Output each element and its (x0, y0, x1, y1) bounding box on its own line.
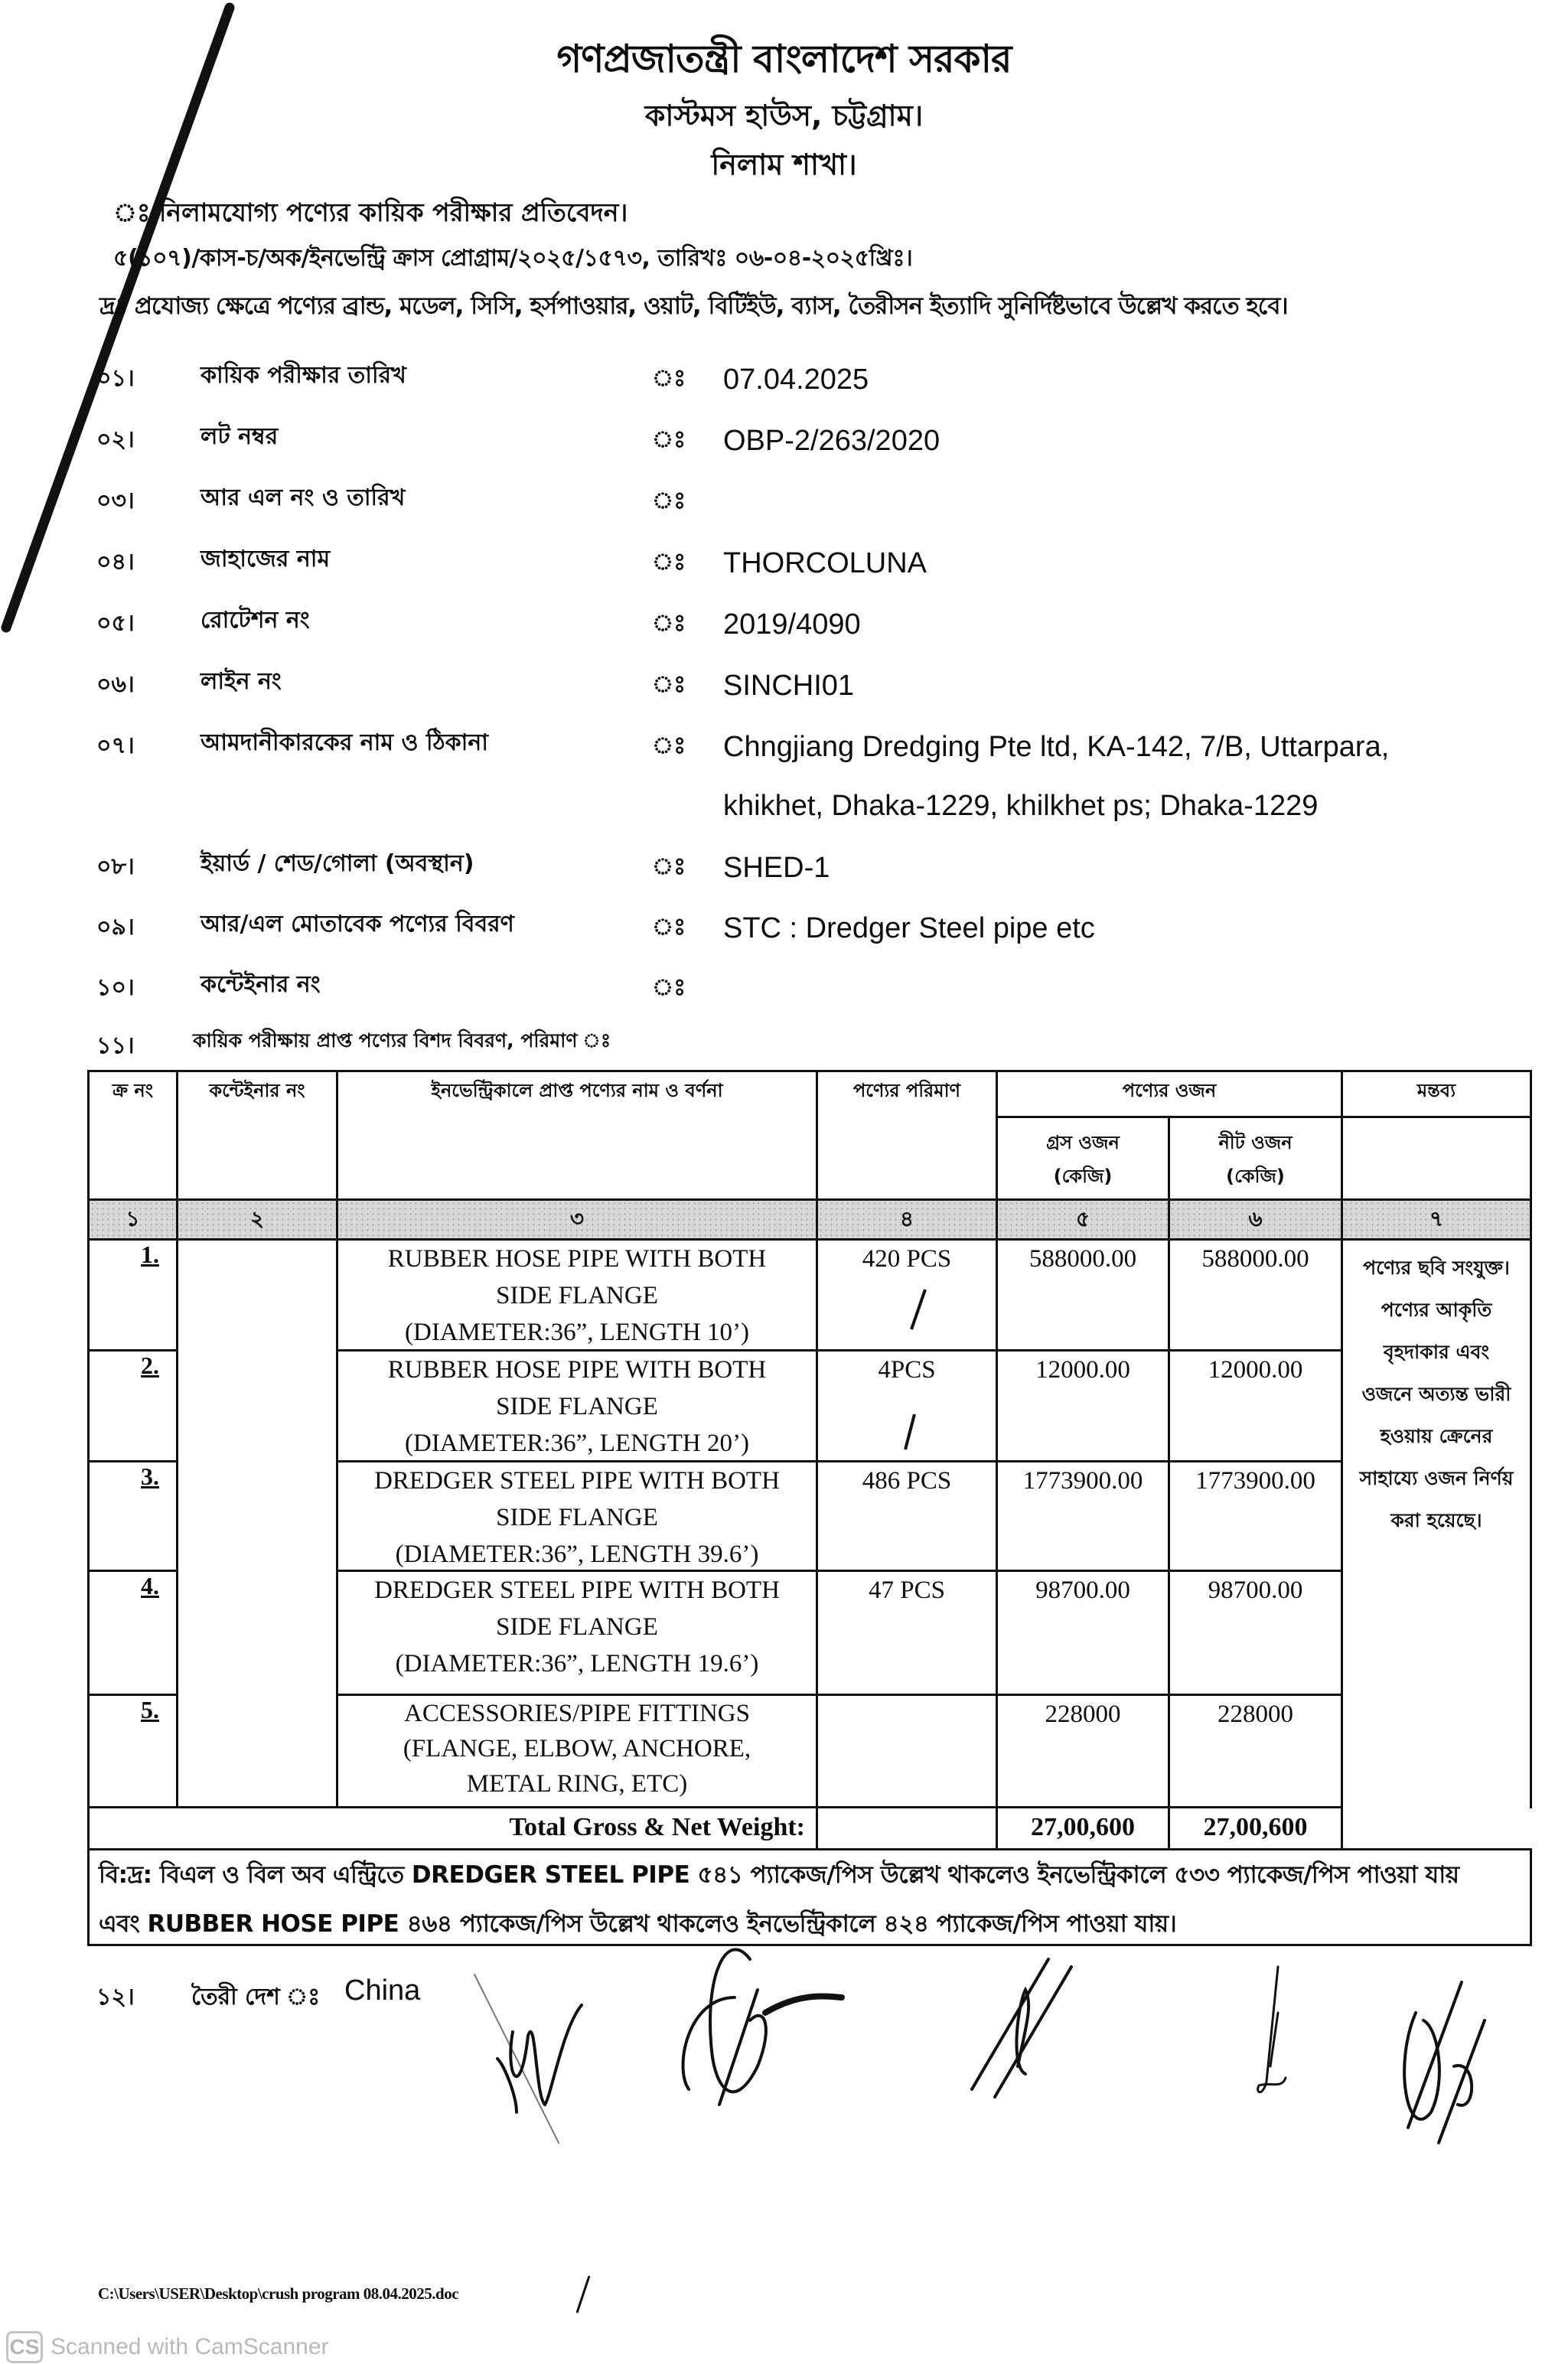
remarks-line: পণ্যের আকৃতি (1381, 1299, 1492, 1321)
field-label: লাইন নং (200, 668, 282, 695)
header-gross-label: গ্রস ওজন (1046, 1132, 1120, 1153)
header-remarks-blank (1341, 1116, 1532, 1201)
row-quantity: 47 PCS (816, 1570, 998, 1696)
signature-4 (1258, 1967, 1286, 2092)
field-label: জাহাজের নাম (200, 546, 331, 572)
tick-mark-icon (902, 1286, 933, 1332)
column-number: ১ (87, 1198, 178, 1241)
row-sl: 1. (87, 1238, 178, 1352)
description-line: (DIAMETER:36”, LENGTH 19.6’) (395, 1650, 759, 1678)
description-line: ACCESSORIES/PIPE FITTINGS (404, 1700, 750, 1727)
signature-3 (972, 1959, 1071, 2097)
header-quantity: পণ্যের পরিমাণ (816, 1070, 998, 1201)
column-number: ২ (176, 1198, 338, 1241)
remarks-line: বৃহদাকার এবং (1383, 1341, 1490, 1363)
description-line: (FLANGE, ELBOW, ANCHORE, (403, 1735, 751, 1762)
row-description (336, 1460, 818, 1572)
camscanner-text: Scanned with CamScanner (51, 2334, 329, 2359)
section-number: ১২। (96, 1984, 135, 2010)
header-description: ইনভেন্ট্রিকালে প্রাপ্ত পণ্যের নাম ও বর্ণনা (336, 1070, 818, 1201)
camscanner-watermark (6, 2331, 329, 2363)
field-colon: ঃ (652, 853, 686, 880)
instruction-note: দ্রঃ প্রযোজ্য ক্ষেত্রে পণ্যের ব্রান্ড, মডেল, সিসি, হর্সপাওয়ার, ওয়াট, বিটিইউ, ব্যাস, তৈরীসন ইত্যাদি সুনির্দিষ্টভাবে উল্লেখ করতে হবে। (99, 292, 1288, 320)
camscanner-logo-icon: CS (6, 2331, 43, 2363)
row-quantity: 486 PCS (816, 1460, 998, 1572)
row-net: 228000 (1168, 1694, 1343, 1808)
total-label: Total Gross & Net Weight: (87, 1806, 818, 1850)
header-remarks: মন্তব্য (1341, 1070, 1532, 1118)
header-gross-unit: (কেজি) (1053, 1166, 1113, 1187)
row-gross: 588000.00 (996, 1238, 1170, 1352)
field-number: ০৬। (96, 671, 135, 698)
total-net: 27,00,600 (1168, 1806, 1343, 1850)
note-line: এবং RUBBER HOSE PIPE ৪৬৪ প্যাকেজ/পিস উল্লেখ থাকলেও ইনভেন্ট্রিকালে ৪২৪ প্যাকেজ/পিস পাওয়া যায়। (99, 1910, 1177, 1938)
field-label: কন্টেইনার নং (200, 971, 321, 998)
description-line: (DIAMETER:36”, LENGTH 20’) (405, 1430, 749, 1457)
field-label: ইয়ার্ড / শেড/গোলা (অবস্থান) (200, 850, 474, 877)
note-line: বি:দ্র: বিএল ও বিল অব এন্ট্রিতে DREDGER STEEL PIPE ৫৪১ প্যাকেজ/পিস উল্লেখ থাকলেও ইনভেন্ট্রিকালে ৫৩৩ প্যাকেজ/পিস পাওয়া যায় (99, 1861, 1459, 1889)
field-value-continued: khikhet, Dhaka-1229, khilkhet ps; Dhaka-1229 (723, 790, 1319, 822)
column-number: ৭ (1341, 1198, 1532, 1241)
container-cell (176, 1238, 338, 1808)
field-value: Chngjiang Dredging Pte ltd, KA-142, 7/B, Uttarpara, (723, 731, 1390, 763)
quantity-value: 4PCS (878, 1356, 936, 1384)
remarks-line: হওয়ায় ক্রেনের (1380, 1425, 1493, 1447)
row-description (336, 1694, 818, 1808)
description-line: SIDE FLANGE (496, 1504, 658, 1531)
field-value: STC : Dredger Steel pipe etc (723, 912, 1095, 944)
row-net: 588000.00 (1168, 1238, 1343, 1352)
row-net: 98700.00 (1168, 1570, 1343, 1696)
section-label: তৈরী দেশ ঃ (191, 1984, 321, 2010)
row-gross: 1773900.00 (996, 1460, 1170, 1572)
office-name: কাস্টমস হাউস, চট্টগ্রাম। (644, 99, 924, 132)
signature-1 (474, 1974, 582, 2143)
field-value: 07.04.2025 (723, 364, 869, 396)
file-path-footer: C:\Users\USER\Desktop\crush program 08.04.2025.doc (98, 2284, 459, 2303)
field-label: লট নম্বর (200, 423, 279, 450)
section-label: কায়িক পরীক্ষায় প্রাপ্ত পণ্যের বিশদ বিবরণ, পরিমাণ ঃ (193, 1029, 611, 1052)
field-number: ০৩। (96, 487, 135, 514)
row-sl: 3. (87, 1460, 178, 1572)
row-gross: 12000.00 (996, 1349, 1170, 1462)
row-quantity (816, 1238, 998, 1352)
row-description (336, 1349, 818, 1462)
signatures (0, 1913, 1568, 2189)
section-number: ১১। (96, 1032, 135, 1059)
row-gross: 98700.00 (996, 1570, 1170, 1696)
remarks-cell (1341, 1238, 1532, 1808)
remarks-line: ওজনে অত্যন্ত ভারী (1361, 1383, 1511, 1405)
field-colon: ঃ (652, 914, 686, 941)
description-line: METAL RING, ETC) (466, 1770, 688, 1798)
quantity-value: 420 PCS (862, 1245, 952, 1273)
description-line: (DIAMETER:36”, LENGTH 10’) (405, 1319, 749, 1346)
field-label: আর এল নং ও তারিখ (200, 484, 406, 511)
header-container: কন্টেইনার নং (176, 1070, 338, 1201)
field-colon: ঃ (652, 549, 686, 576)
description-line: SIDE FLANGE (496, 1613, 658, 1641)
column-number: ৬ (1168, 1198, 1343, 1241)
header-net-label: নীট ওজন (1218, 1132, 1293, 1153)
field-value: SINCHI01 (723, 670, 855, 702)
total-quantity-blank (816, 1806, 998, 1850)
description-line: RUBBER HOSE PIPE WITH BOTH (387, 1356, 767, 1384)
row-quantity (816, 1349, 998, 1462)
signature-2 (683, 1949, 843, 2105)
field-value: SHED-1 (723, 852, 830, 884)
header-sl: ক্র নং (87, 1070, 178, 1201)
field-number: ০২। (96, 426, 135, 453)
field-value: OBP-2/263/2020 (723, 425, 940, 457)
field-colon: ঃ (652, 610, 686, 637)
description-line: DREDGER STEEL PIPE WITH BOTH (374, 1577, 780, 1604)
field-label: আমদানীকারকের নাম ও ঠিকানা (200, 729, 488, 756)
description-line: SIDE FLANGE (496, 1282, 658, 1309)
field-number: ০৮। (96, 853, 135, 880)
row-sl: 2. (87, 1349, 178, 1462)
remarks-line: পণ্যের ছবি সংযুক্ত। (1363, 1257, 1510, 1279)
header-net-unit: (কেজি) (1226, 1166, 1285, 1187)
field-number: ০৯। (96, 914, 135, 941)
remarks-line: করা হয়েছে। (1390, 1509, 1482, 1531)
field-number: ০৭। (96, 732, 135, 759)
field-colon: ঃ (652, 365, 686, 392)
branch-name: নিলাম শাখা। (711, 148, 857, 181)
field-number: ০৫। (96, 610, 135, 637)
field-label: রোটেশন নং (200, 607, 310, 634)
field-label: আর/এল মোতাবেক পণ্যের বিবরণ (200, 911, 514, 937)
description-line: SIDE FLANGE (496, 1393, 658, 1420)
row-net: 12000.00 (1168, 1349, 1343, 1462)
field-colon: ঃ (652, 974, 686, 1001)
reference-line: ৫(১০৭)/কাস-চ/অক/ইনভেন্ট্রি ক্রাস প্রোগ্রাম/২০২৫/১৫৭৩, তারিখঃ ০৬-০৪-২০২৫খ্রিঃ। (113, 245, 913, 272)
pen-mark (566, 2273, 597, 2319)
row-description (336, 1570, 818, 1696)
header-weight: পণ্যের ওজন (996, 1070, 1343, 1118)
column-number: ৪ (816, 1198, 998, 1241)
row-gross: 228000 (996, 1694, 1170, 1808)
row-net: 1773900.00 (1168, 1460, 1343, 1572)
field-number: ০৪। (96, 549, 135, 576)
field-colon: ঃ (652, 671, 686, 698)
header-net (1168, 1116, 1343, 1201)
description-line: RUBBER HOSE PIPE WITH BOTH (387, 1245, 767, 1273)
column-number: ৩ (336, 1198, 818, 1241)
report-title: ঃ নিলামযোগ্য পণ্যের কায়িক পরীক্ষার প্রতিবেদন। (113, 197, 628, 227)
field-value: THORCOLUNA (723, 547, 927, 579)
government-title: গণপ্রজাতন্ত্রী বাংলাদেশ সরকার (556, 37, 1012, 81)
row-sl: 4. (87, 1570, 178, 1696)
field-colon: ঃ (652, 487, 686, 514)
row-description (336, 1238, 818, 1352)
field-colon: ঃ (652, 732, 686, 759)
description-line: DREDGER STEEL PIPE WITH BOTH (374, 1467, 780, 1495)
column-number: ৫ (996, 1198, 1170, 1241)
total-gross: 27,00,600 (996, 1806, 1170, 1850)
description-line: (DIAMETER:36”, LENGTH 39.6’) (395, 1541, 759, 1568)
field-number: ০১। (96, 365, 135, 392)
field-label: কায়িক পরীক্ষার তারিখ (200, 362, 406, 389)
field-value: 2019/4090 (723, 608, 861, 641)
tick-mark-icon (895, 1411, 925, 1457)
remarks-line: সাহায্যে ওজন নির্ণয় (1359, 1467, 1514, 1489)
signature-5 (1404, 1982, 1485, 2143)
row-sl: 5. (87, 1694, 178, 1808)
field-number: ১০। (96, 974, 135, 1001)
country-value: China (344, 1974, 421, 2007)
header-gross (996, 1116, 1170, 1201)
field-colon: ঃ (652, 426, 686, 453)
row-quantity (816, 1694, 998, 1808)
